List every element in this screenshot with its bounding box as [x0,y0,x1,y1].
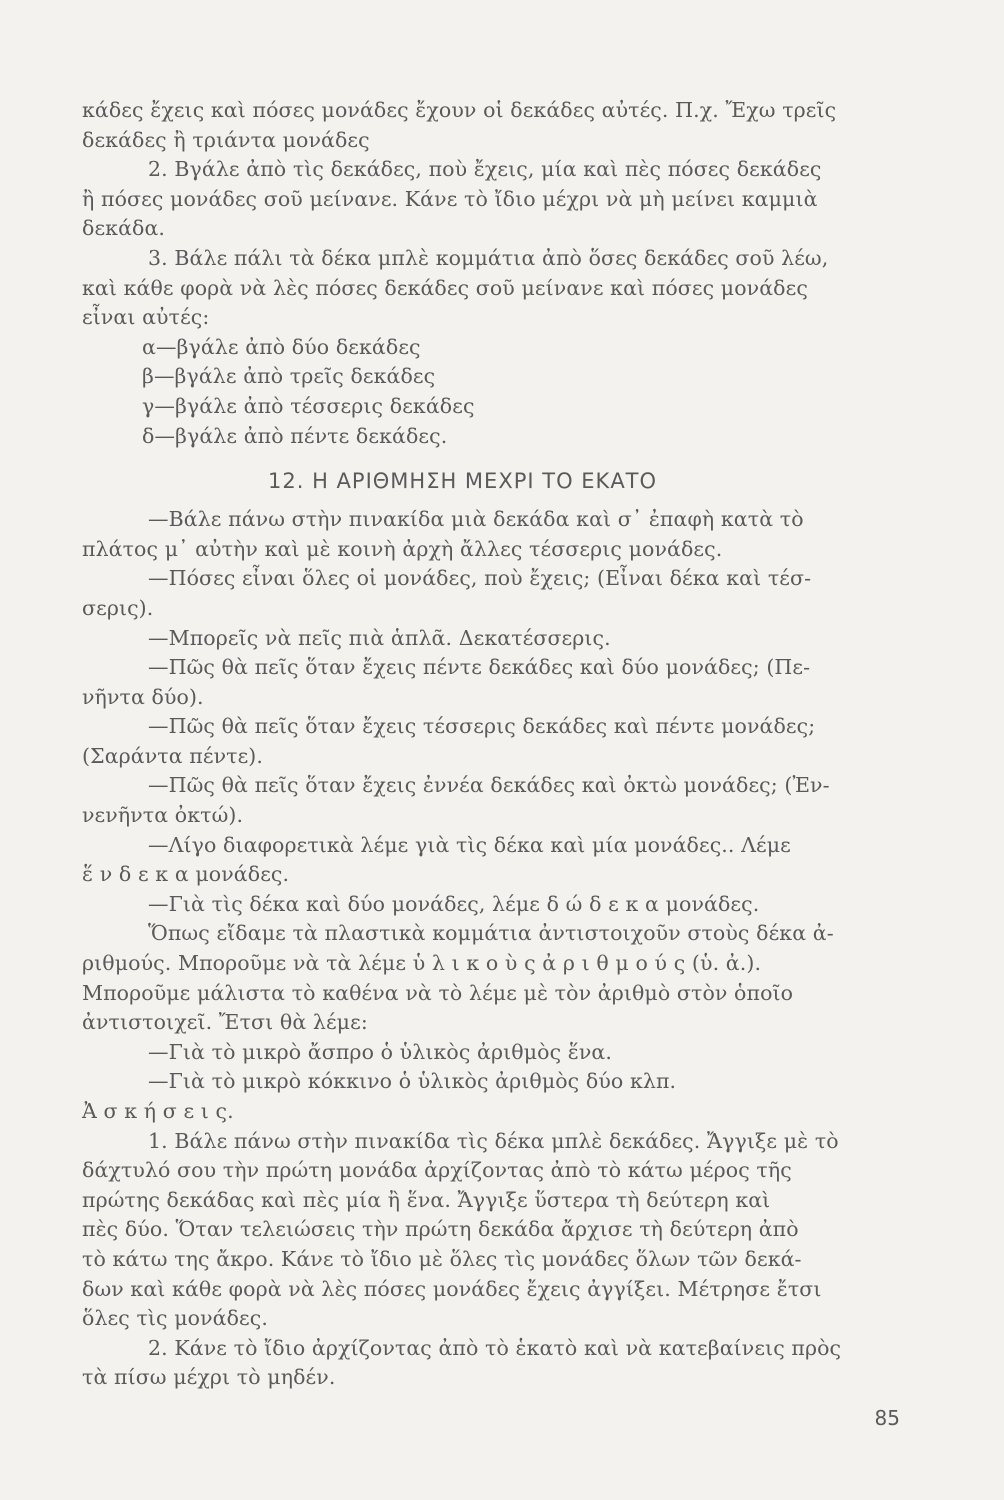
text-line: δάχτυλό σου τὴν πρώτη μονάδα ἀρχίζοντας ἀπὸ τὸ κάτω μέρος τῆς [82,1158,792,1183]
text-line: —Πῶς θὰ πεῖς ὅταν ἔχεις πέντε δεκάδες καὶ δύο μονάδες; (Πε- [148,655,811,680]
text-line: Ἀ σ κ ή σ ε ι ς. [82,1099,234,1123]
text-line: τὸ κάτω της ἄκρο. Κάνε τὸ ἴδιο μὲ ὅλες τὶς μονάδες ὅλων τῶν δεκά- [82,1246,802,1271]
text-line: Μποροῦμε μάλιστα τὸ καθένα νὰ τὸ λέμε μὲ τὸν ἀριθμὸ στὸν ὁποῖο [82,980,794,1005]
text-line: δεκάδα. [82,216,166,241]
text-line: σερις). [82,595,154,620]
text-line: 2. Κάνε τὸ ἴδιο ἀρχίζοντας ἀπὸ τὸ ἑκατὸ καὶ νὰ κατεβαίνεις πρὸς [148,1335,842,1360]
page-number: 85 [874,1406,900,1430]
text-block-exercises [82,96,900,451]
text-line: τὰ πίσω μέχρι τὸ μηδέν. [82,1365,336,1390]
text-line: 2. Βγάλε ἀπὸ τὶς δεκάδες, ποὺ ἔχεις, μία καὶ πὲς πόσες δεκάδες [148,157,822,182]
text-line: (Σαράντα πέντε). [82,743,264,768]
text-line: κάδες ἔχεις καὶ πόσες μονάδες ἔχουν οἱ δεκάδες αὐτές. Π.χ. Ἔχω τρεῖς [82,98,837,122]
text-line: α—βγάλε ἀπὸ δύο δεκάδες [142,334,421,359]
page-body [82,96,900,1393]
text-line: —Γιὰ τὸ μικρὸ κόκκινο ὁ ὑλικὸς ἀριθμὸς δύο κλπ. [148,1069,677,1094]
text-line: 3. Βάλε πάλι τὰ δέκα μπλὲ κομμάτια ἀπὸ ὅσες δεκάδες σοῦ λέω, [148,245,829,270]
text-line: ἀντιστοιχεῖ. Ἔτσι θὰ λέμε: [82,1010,368,1035]
text-line: ριθμούς. Μποροῦμε νὰ τὰ λέμε ὑ λ ι κ ο ὺ ς ἀ ρ ι θ μ ο ύ ς (ὑ. ἀ.). [82,951,762,976]
section-heading: 12. Η ΑΡΙΘΜΗΣΗ ΜΕΧΡΙ ΤΟ ΕΚΑΤΟ [268,469,658,494]
text-line: νενῆντα ὀκτώ). [82,803,244,828]
text-line: πὲς δύο. Ὅταν τελειώσεις τὴν πρώτη δεκάδα ἄρχισε τὴ δεύτερη ἀπὸ [82,1217,799,1242]
text-line: νῆντα δύο). [82,684,204,709]
text-line: —Πόσες εἶναι ὅλες οἱ μονάδες, ποὺ ἔχεις; (Εἶναι δέκα καὶ τέσ- [148,566,812,591]
text-line: εἶναι αὐτές: [82,305,210,330]
text-line: —Βάλε πάνω στὴν πινακίδα μιὰ δεκάδα καὶ σ᾽ ἐπαφὴ κατὰ τὸ [148,507,804,532]
text-line: πρώτης δεκάδας καὶ πὲς μία ἢ ἕνα. Ἄγγιξε ὕστερα τὴ δεύτερη καὶ [82,1187,771,1212]
text-line: πλάτος μ᾽ αὐτὴν καὶ μὲ κοινὴ ἀρχὴ ἄλλες τέσσερις μονάδες. [82,536,723,561]
text-line: —Γιὰ τὸ μικρὸ ἄσπρο ὁ ὑλικὸς ἀριθμὸς ἕνα. [148,1039,612,1064]
text-line: —Γιὰ τὶς δέκα καὶ δύο μονάδες, λέμε δ ώ δ ε κ α μονάδες. [148,891,760,916]
text-line: —Πῶς θὰ πεῖς ὅταν ἔχεις τέσσερις δεκάδες καὶ πέντε μονάδες; [148,714,816,739]
text-line: —Λίγο διαφορετικὰ λέμε γιὰ τὶς δέκα καὶ μία μονάδες.. Λέμε [148,832,791,857]
text-line: β—βγάλε ἀπὸ τρεῖς δεκάδες [142,364,436,389]
text-line: ἢ πόσες μονάδες σοῦ μείνανε. Κάνε τὸ ἴδιο μέχρι νὰ μὴ μείνει καμμιὰ [82,186,818,211]
text-line: Ὅπως εἴδαμε τὰ πλαστικὰ κομμάτια ἀντιστοιχοῦν στοὺς δέκα ἀ- [148,921,834,946]
text-line: καὶ κάθε φορὰ νὰ λὲς πόσες δεκάδες σοῦ μείνανε καὶ πόσες μονάδες [82,275,808,300]
text-line: ἕ ν δ ε κ α μονάδες. [82,862,290,887]
text-line: —Μπορεῖς νὰ πεῖς πιὰ ἁπλᾶ. Δεκατέσσερις. [148,625,611,650]
text-line: 1. Βάλε πάνω στὴν πινακίδα τὶς δέκα μπλὲ δεκάδες. Ἄγγιξε μὲ τὸ [148,1128,839,1153]
text-line: —Πῶς θὰ πεῖς ὅταν ἔχεις ἐννέα δεκάδες καὶ ὀκτὼ μονάδες; (Ἐν- [148,773,830,798]
text-line: δ—βγάλε ἀπὸ πέντε δεκάδες. [142,423,448,448]
text-line: γ—βγάλε ἀπὸ τέσσερις δεκάδες [142,393,475,418]
text-line: ὅλες τὶς μονάδες. [82,1306,268,1331]
text-line: δεκάδες ἢ τριάντα μονάδες [82,127,370,152]
text-line: δων καὶ κάθε φορὰ νὰ λὲς πόσες μονάδες ἔχεις ἀγγίξει. Μέτρησε ἔτσι [82,1276,822,1301]
text-block-counting [82,505,900,1393]
